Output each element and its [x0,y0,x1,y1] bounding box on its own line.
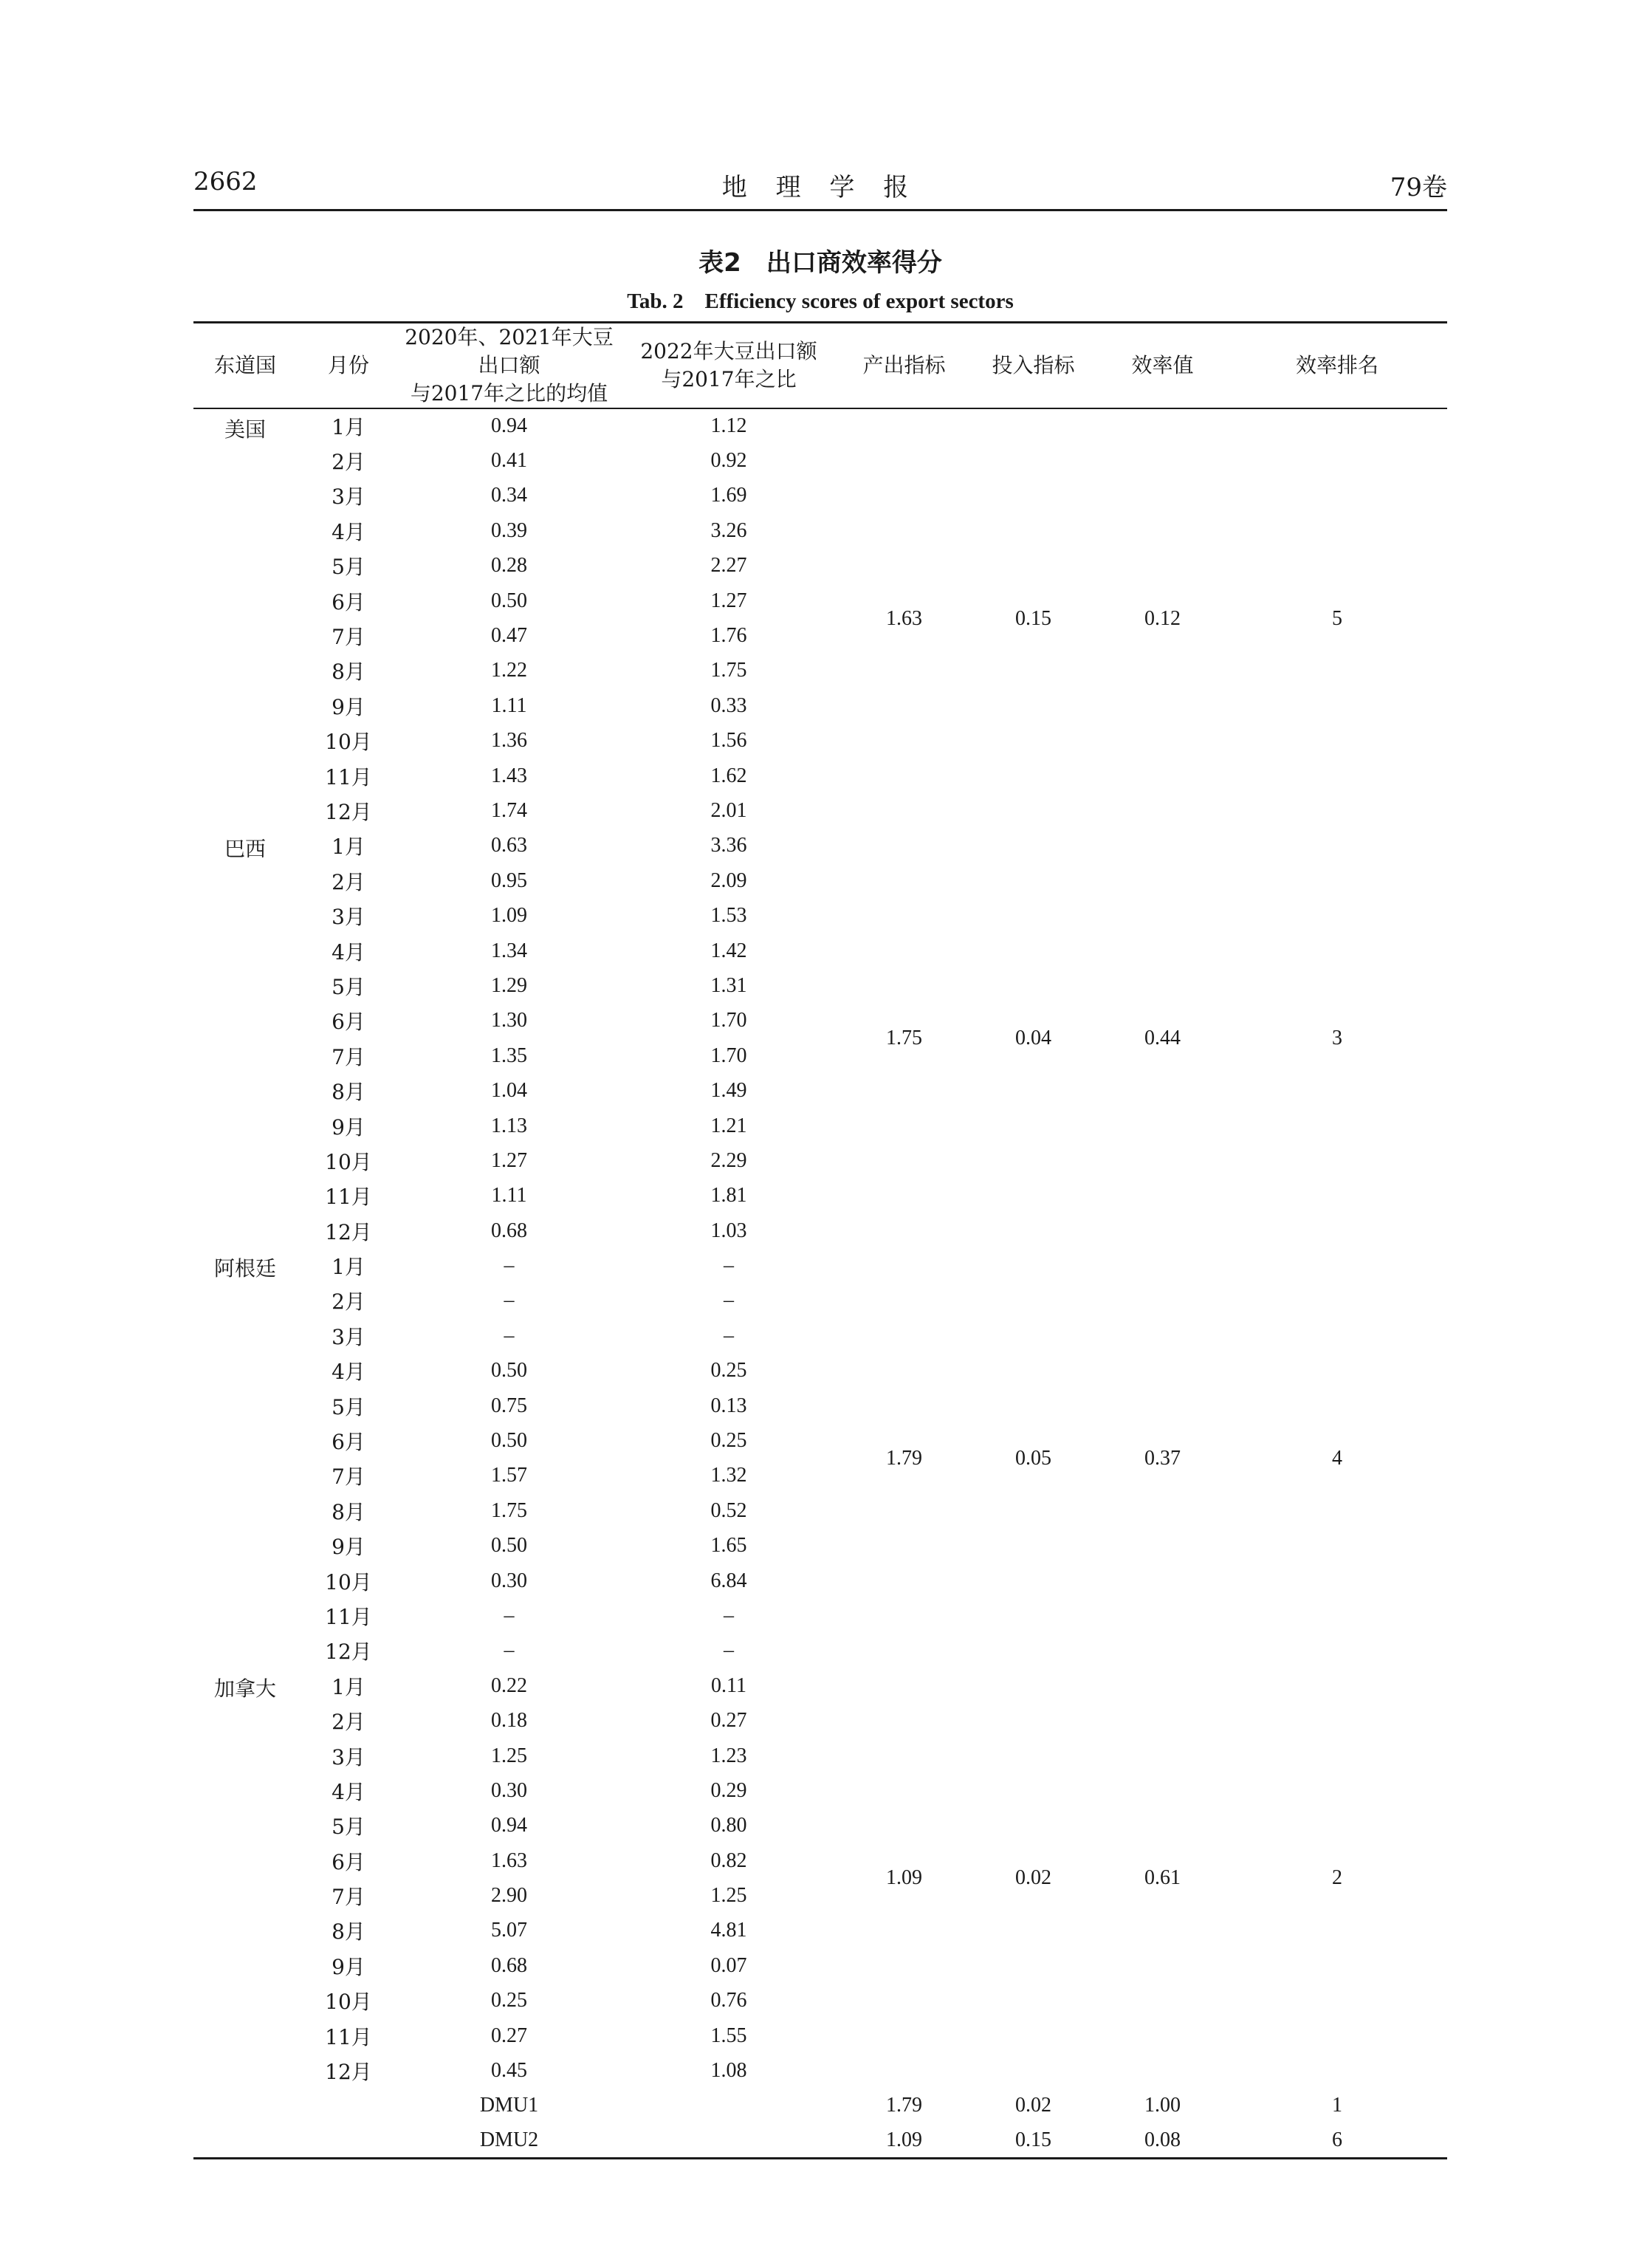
ratio-2020-2021-cell: 0.22 [491,1673,527,1697]
table-row [193,408,1447,443]
header-rank: 效率排名 [1227,323,1447,409]
journal-title: 地 理 学 报 [721,173,919,202]
month-cell: 2月 [332,1289,365,1315]
month-cell: 6月 [332,589,365,614]
header-ratio-2020-2021-line1: 2020年、2021年大豆出口额 [405,325,614,377]
output-indicator-cell: 1.79 [886,2094,922,2117]
ratio-2022-cell: 1.42 [710,939,747,962]
month-cell: 1月 [332,835,365,860]
ratio-2020-2021-cell: – [504,1254,515,1278]
ratio-2020-2021-cell: 0.95 [491,869,527,892]
page-header [193,167,1447,213]
month-cell: 7月 [332,1464,365,1490]
ratio-2022-cell: 4.81 [710,1919,747,1942]
input-indicator-cell: 0.05 [1015,1446,1051,1470]
month-cell: 12月 [325,1640,372,1665]
month-cell: 8月 [332,1499,365,1524]
country-cell: 阿根廷 [213,1256,276,1281]
table-header-row [193,323,1447,409]
header-output: 产出指标 [839,323,969,409]
ratio-2022-cell: – [724,1603,734,1627]
ratio-2022-cell: 1.32 [710,1464,747,1487]
month-cell: 7月 [332,1044,365,1069]
month-cell: 4月 [332,1360,365,1385]
month-cell: 5月 [332,1394,365,1419]
ratio-2022-cell: 1.56 [710,729,747,753]
ratio-2022-cell: 1.03 [710,1219,747,1242]
header-month: 月份 [297,323,400,409]
efficiency-rank-cell: 2 [1332,1866,1342,1890]
efficiency-value-cell: 0.37 [1144,1446,1181,1470]
efficiency-rank-cell: 1 [1332,2094,1342,2117]
efficiency-value-cell: 0.61 [1144,1866,1181,1890]
efficiency-rank-cell: 3 [1332,1027,1342,1050]
month-cell: 11月 [325,2024,372,2049]
header-ratio-2020-2021-line2: 与2017年之比的均值 [410,381,608,405]
month-cell: 8月 [332,1080,365,1105]
month-cell: 3月 [332,1324,365,1349]
ratio-2020-2021-cell: 0.50 [491,1359,527,1383]
ratio-2020-2021-cell: 1.35 [491,1044,527,1067]
ratio-2022-cell: 0.27 [710,1709,747,1733]
empty-ratio-cell [618,2089,839,2123]
month-cell: 12月 [325,1219,372,1244]
ratio-2022-cell: 0.29 [710,1778,747,1802]
ratio-2022-cell: 1.21 [710,1114,747,1137]
ratio-2020-2021-cell: 1.25 [491,1744,527,1767]
month-cell: 2月 [332,869,365,894]
ratio-2022-cell: 3.26 [710,518,747,542]
header-ratio-2022-line1: 2022年大豆出口额 [640,339,817,363]
ratio-2022-cell: 2.27 [710,554,747,578]
ratio-2020-2021-cell: – [504,1323,515,1347]
dmu-label-cell: DMU2 [400,2123,618,2158]
ratio-2022-cell: 1.69 [710,484,747,507]
header-ratio-2022-line2: 与2017年之比 [661,367,797,391]
month-cell: 12月 [325,2060,372,2085]
month-cell: 12月 [325,799,372,824]
ratio-2022-cell: 3.36 [710,834,747,857]
ratio-2020-2021-cell: 1.75 [491,1498,527,1522]
ratio-2020-2021-cell: 0.63 [491,834,527,857]
ratio-2022-cell: 0.11 [711,1673,746,1697]
month-cell: 7月 [332,1885,365,1910]
month-cell: 10月 [325,1149,372,1174]
table-row [193,1668,1447,1703]
month-cell: 1月 [332,1255,365,1280]
input-indicator-cell: 0.15 [1015,606,1051,630]
month-cell: 2月 [332,1710,365,1735]
month-cell: 5月 [332,555,365,580]
ratio-2020-2021-cell: – [504,1289,515,1312]
ratio-2020-2021-cell: 5.07 [491,1919,527,1942]
month-cell: 1月 [332,415,365,440]
month-cell: 9月 [332,1535,365,1560]
efficiency-rank-cell: 4 [1332,1446,1342,1470]
ratio-2022-cell: 0.13 [710,1394,747,1417]
ratio-2020-2021-cell: 1.22 [491,659,527,682]
month-cell: 5月 [332,974,365,999]
ratio-2022-cell: 2.09 [710,869,747,892]
month-cell: 4月 [332,519,365,544]
ratio-2022-cell: – [724,1639,734,1662]
header-ratio-2022 [618,323,839,409]
ratio-2022-cell: – [724,1289,734,1312]
ratio-2022-cell: 0.25 [710,1359,747,1383]
input-indicator-cell: 0.04 [1015,1027,1051,1050]
month-cell: 11月 [325,1185,372,1210]
input-indicator-cell: 0.02 [1015,2094,1051,2117]
output-indicator-cell: 1.09 [839,2123,969,2158]
ratio-2020-2021-cell: 0.50 [491,589,527,612]
ratio-2022-cell: 1.70 [710,1009,747,1032]
ratio-2020-2021-cell: 0.28 [491,554,527,578]
country-cell: 美国 [224,417,266,442]
output-indicator-cell: 1.79 [886,1446,922,1470]
month-cell: 4月 [332,939,365,965]
ratio-2020-2021-cell: 0.50 [491,1534,527,1558]
dmu-row [193,2123,1447,2158]
month-cell: 11月 [325,1604,372,1629]
efficiency-rank-cell: 5 [1332,606,1342,630]
output-indicator-cell: 1.09 [886,1866,922,1890]
ratio-2020-2021-cell: 1.43 [491,764,527,787]
ratio-2020-2021-cell: 0.27 [491,2024,527,2047]
efficiency-value-cell: 0.44 [1144,1027,1181,1050]
efficiency-value-cell: 0.12 [1144,606,1181,630]
month-cell: 10月 [325,730,372,755]
table-row [193,1248,1447,1283]
month-cell: 7月 [332,625,365,650]
month-cell: 6月 [332,1010,365,1035]
ratio-2022-cell: 0.25 [710,1429,747,1453]
ratio-2020-2021-cell: – [504,1639,515,1662]
ratio-2022-cell: 0.52 [710,1498,747,1522]
ratio-2020-2021-cell: 1.63 [491,1849,527,1872]
ratio-2020-2021-cell: 1.11 [491,693,527,717]
ratio-2020-2021-cell: 1.04 [491,1079,527,1103]
ratio-2022-cell: 1.70 [710,1044,747,1067]
efficiency-rank-cell: 6 [1227,2123,1447,2158]
ratio-2020-2021-cell: 1.11 [491,1184,527,1207]
ratio-2022-cell: 1.25 [710,1884,747,1908]
ratio-2022-cell: 1.08 [710,2059,747,2083]
month-cell: 3月 [332,905,365,930]
month-cell: 5月 [332,1815,365,1840]
empty-month-cell [297,2089,400,2123]
ratio-2022-cell: 2.01 [710,798,747,822]
ratio-2020-2021-cell: – [504,1603,515,1627]
ratio-2020-2021-cell: 1.57 [491,1464,527,1487]
ratio-2020-2021-cell: 2.90 [491,1884,527,1908]
ratio-2020-2021-cell: 0.25 [491,1989,527,2012]
header-country: 东道国 [193,323,297,409]
ratio-2022-cell: 1.76 [710,624,747,648]
ratio-2020-2021-cell: 0.30 [491,1778,527,1802]
ratio-2020-2021-cell: 0.34 [491,484,527,507]
ratio-2022-cell: 0.80 [710,1814,747,1837]
volume-label: 79卷 [1390,173,1447,202]
dmu-label-cell: DMU1 [479,2094,539,2117]
ratio-2020-2021-cell: 1.09 [491,904,527,928]
table-body [193,408,1447,2159]
table-row [193,829,1447,863]
month-cell: 10月 [325,1990,372,2015]
ratio-2022-cell: 0.92 [710,449,747,473]
table-caption-cn: 表2 出口商效率得分 [698,248,942,278]
ratio-2020-2021-cell: 1.27 [491,1148,527,1172]
header-efficiency: 效率值 [1098,323,1227,409]
month-cell: 10月 [325,1569,372,1594]
ratio-2020-2021-cell: 0.75 [491,1394,527,1417]
ratio-2022-cell: 1.12 [710,414,747,438]
header-ratio-2020-2021 [400,323,618,409]
ratio-2022-cell: 1.75 [710,659,747,682]
ratio-2020-2021-cell: 0.39 [491,518,527,542]
ratio-2020-2021-cell: 1.30 [491,1009,527,1032]
ratio-2022-cell: 1.53 [710,904,747,928]
ratio-2020-2021-cell: 0.94 [491,1814,527,1837]
ratio-2020-2021-cell: 1.34 [491,939,527,962]
page-number: 2662 [193,167,258,196]
ratio-2022-cell: 0.33 [710,693,747,717]
ratio-2022-cell: 0.76 [710,1989,747,2012]
ratio-2020-2021-cell: 0.47 [491,624,527,648]
input-indicator-cell: 0.15 [969,2123,1098,2158]
ratio-2020-2021-cell: 1.36 [491,729,527,753]
month-cell: 3月 [332,484,365,510]
ratio-2022-cell: 1.65 [710,1534,747,1558]
efficiency-table [193,321,1447,2159]
ratio-2020-2021-cell: 0.45 [491,2059,527,2083]
month-cell: 9月 [332,1954,365,1979]
ratio-2022-cell: 1.27 [710,589,747,612]
ratio-2022-cell: 1.81 [710,1184,747,1207]
ratio-2022-cell: 1.23 [710,1744,747,1767]
ratio-2020-2021-cell: 1.13 [491,1114,527,1137]
ratio-2020-2021-cell: 1.74 [491,798,527,822]
dmu-row [193,2089,1447,2123]
month-cell: 8月 [332,659,365,685]
ratio-2022-cell: 1.62 [710,764,747,787]
country-cell: 巴西 [224,836,266,861]
ratio-2022-cell: 1.31 [710,973,747,997]
empty-country-cell [193,2123,297,2158]
ratio-2020-2021-cell: 0.18 [491,1709,527,1733]
month-cell: 3月 [332,1744,365,1769]
country-cell: 加拿大 [213,1676,276,1702]
ratio-2020-2021-cell: 0.30 [491,1569,527,1592]
header-rule [193,209,1447,211]
month-cell: 1月 [332,1674,365,1699]
month-cell: 11月 [325,764,372,789]
month-cell: 2月 [332,450,365,475]
input-indicator-cell: 0.02 [1015,1866,1051,1890]
ratio-2022-cell: – [724,1254,734,1278]
ratio-2022-cell: 6.84 [710,1569,747,1592]
empty-country-cell [193,2089,297,2123]
empty-month-cell [297,2123,400,2158]
ratio-2020-2021-cell: 0.68 [491,1953,527,1977]
ratio-2020-2021-cell: 0.94 [491,414,527,438]
ratio-2022-cell: 0.82 [710,1849,747,1872]
ratio-2020-2021-cell: 0.68 [491,1219,527,1242]
ratio-2022-cell: 1.49 [710,1079,747,1103]
efficiency-value-cell: 0.08 [1098,2123,1227,2158]
ratio-2022-cell: – [724,1323,734,1347]
efficiency-value-cell: 1.00 [1144,2094,1181,2117]
ratio-2022-cell: 1.55 [710,2024,747,2047]
table-caption-en: Tab. 2 Efficiency scores of export sectors [627,290,1014,313]
empty-ratio-cell [618,2123,839,2158]
output-indicator-cell: 1.63 [886,606,922,630]
month-cell: 6月 [332,1430,365,1455]
month-cell: 6月 [332,1849,365,1874]
output-indicator-cell: 1.75 [886,1027,922,1050]
month-cell: 9月 [332,694,365,719]
ratio-2020-2021-cell: 0.50 [491,1429,527,1453]
month-cell: 4月 [332,1779,365,1804]
ratio-2020-2021-cell: 1.29 [491,973,527,997]
ratio-2022-cell: 0.07 [710,1953,747,1977]
header-input: 投入指标 [969,323,1098,409]
ratio-2022-cell: 2.29 [710,1148,747,1172]
ratio-2020-2021-cell: 0.41 [491,449,527,473]
month-cell: 8月 [332,1919,365,1945]
month-cell: 9月 [332,1114,365,1140]
